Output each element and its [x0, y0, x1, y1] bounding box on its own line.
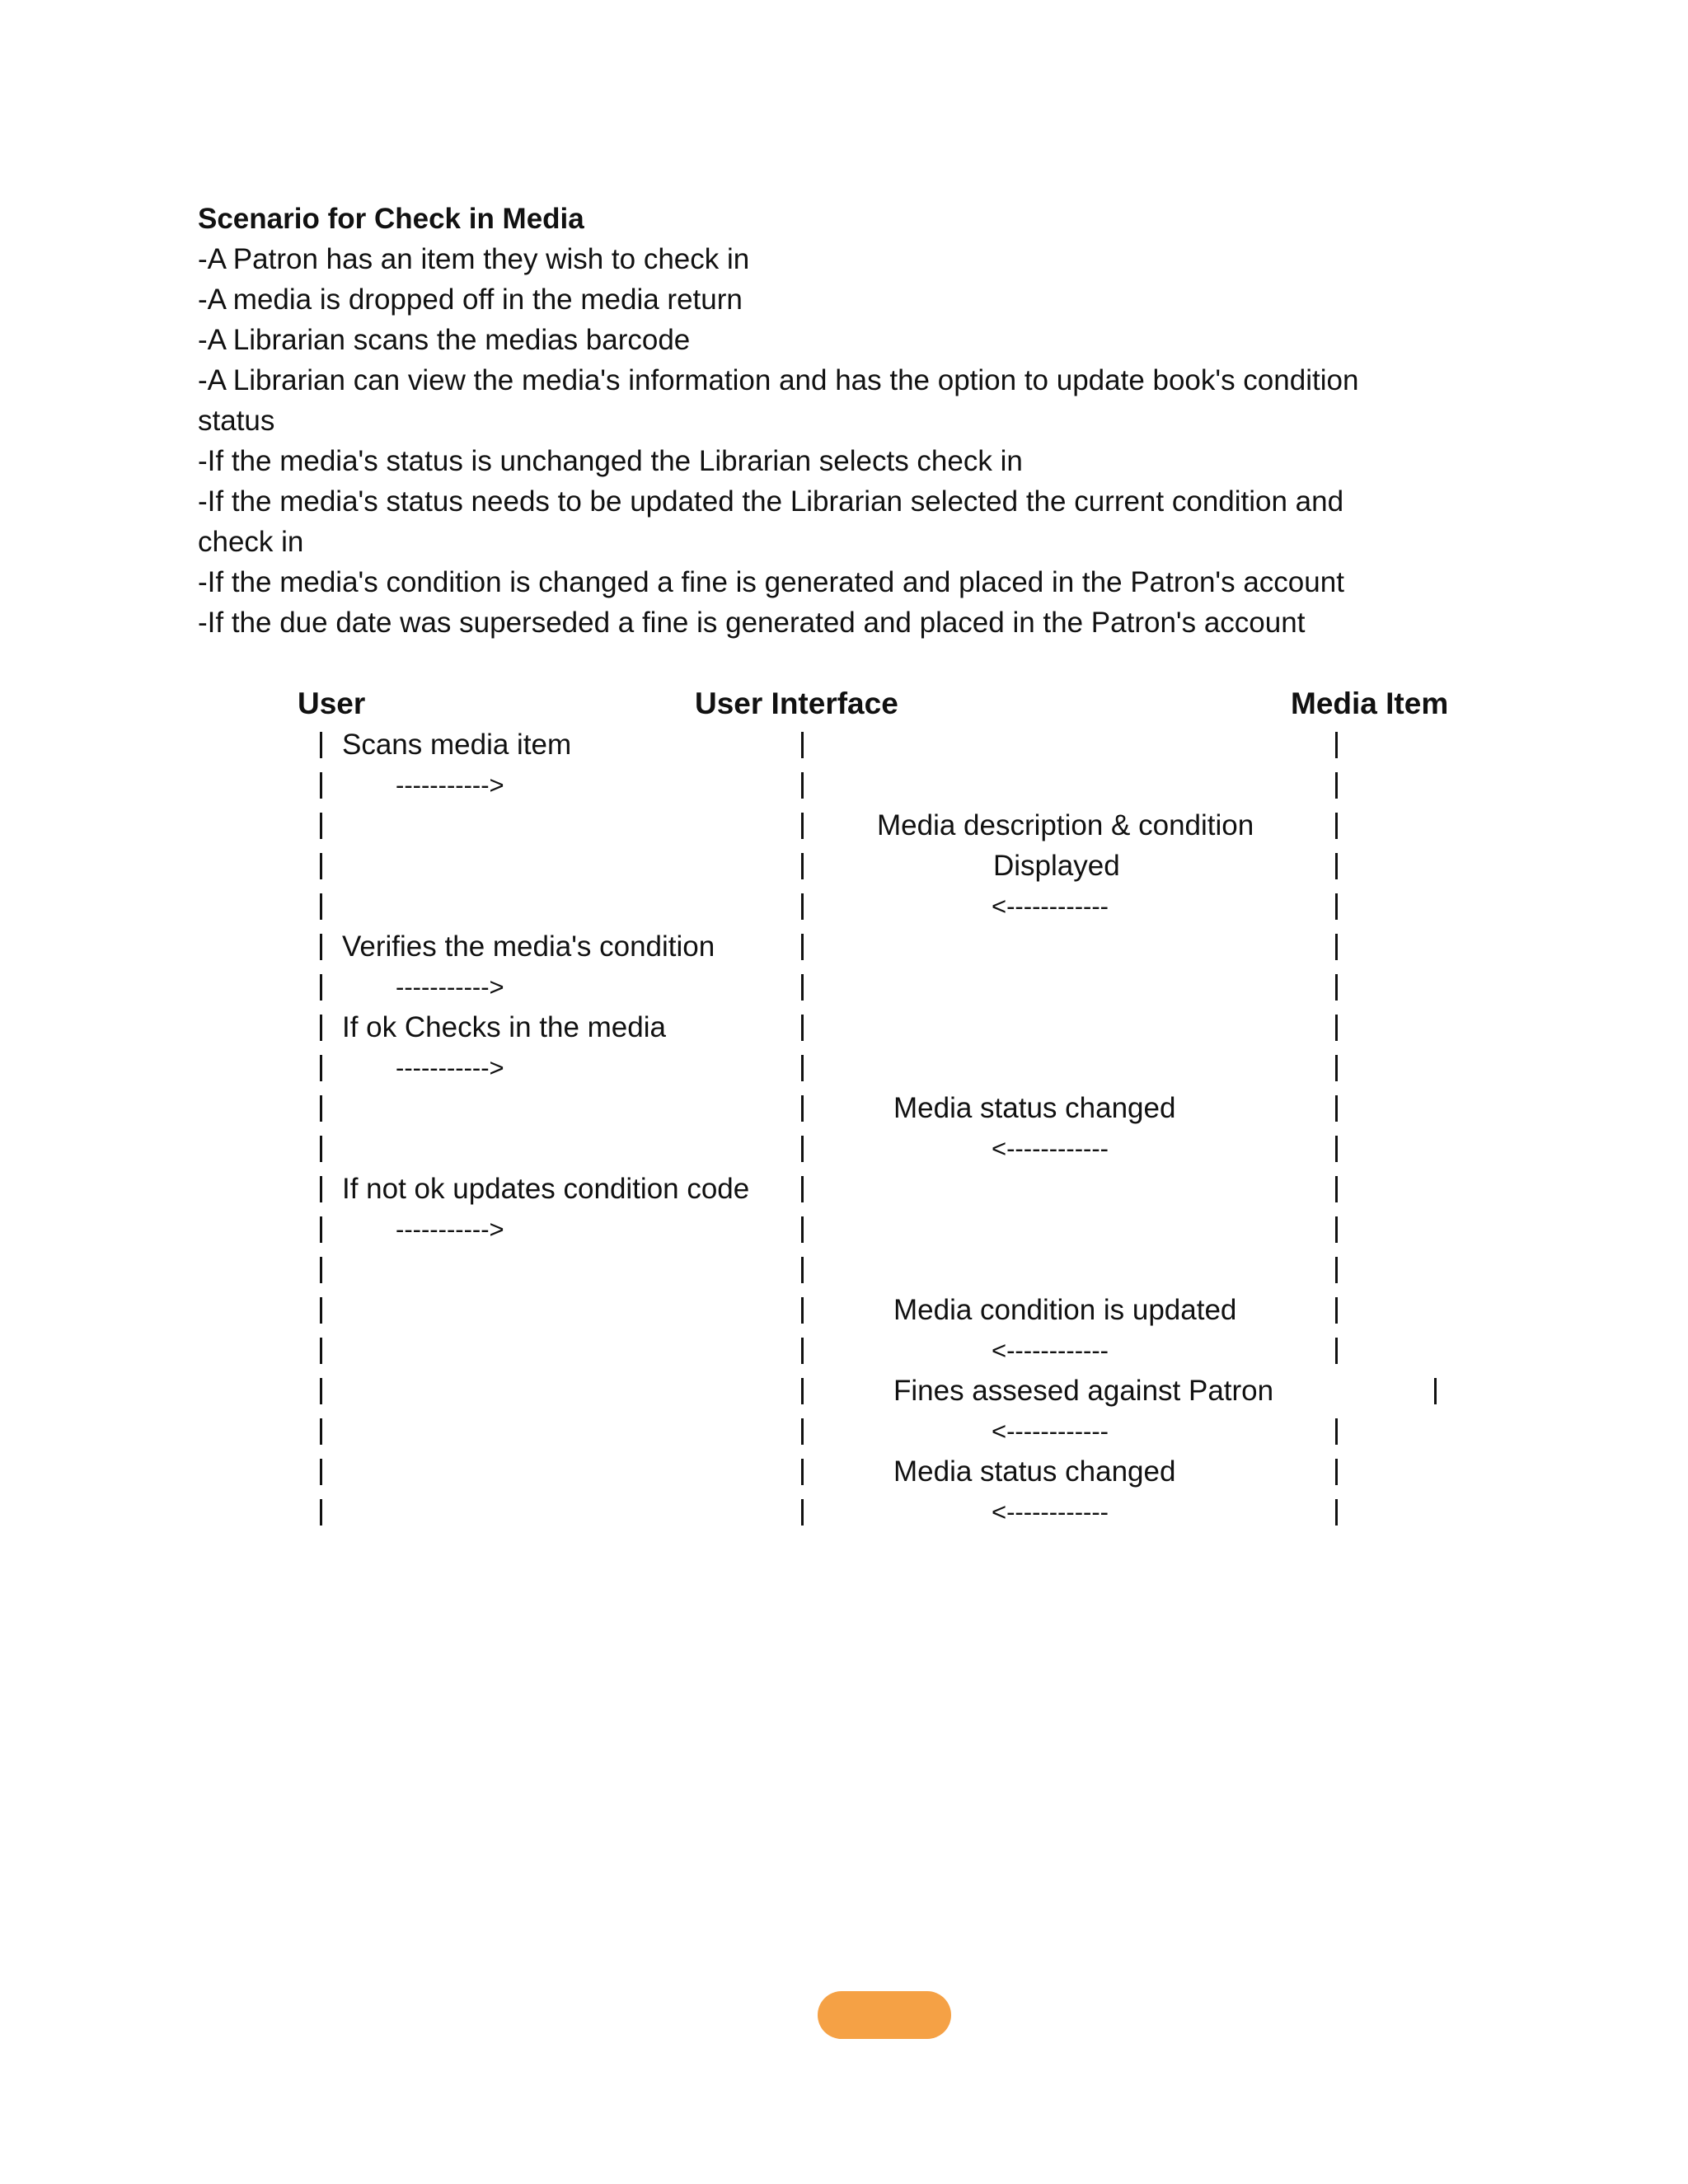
lifeline-header-media-item: Media Item [1291, 687, 1449, 720]
lifeline-bar-user [320, 1176, 322, 1202]
lifeline-bar-user [320, 1418, 322, 1445]
lifeline-bar-media-item [1335, 1297, 1338, 1324]
message-arrow-left: <------------ [992, 1336, 1109, 1365]
lifeline-bar-user-interface [801, 1257, 804, 1283]
lifeline-bar-user-interface [801, 1216, 804, 1243]
message-label: If ok Checks in the media [342, 1011, 666, 1043]
lifeline-bar-media-item [1335, 934, 1338, 960]
lifeline-bar-user-interface [801, 1297, 804, 1324]
lifeline-bar-user-interface [801, 1136, 804, 1162]
lifeline-bar-user [320, 813, 322, 839]
lifeline-bar-user-interface [801, 893, 804, 920]
lifeline-bar-user-interface [801, 1378, 804, 1404]
lifeline-bar-media-item [1335, 853, 1338, 879]
lifeline-bar-media-item [1335, 1459, 1338, 1485]
lifeline-bar-user [320, 1499, 322, 1526]
scenario-line: check in [198, 526, 304, 558]
scenario-line: -A Patron has an item they wish to check in [198, 243, 750, 275]
message-label: Verifies the media's condition [342, 930, 715, 963]
message-label: Media description & condition [877, 809, 1254, 841]
scenario-line: -A Librarian scans the medias barcode [198, 324, 691, 356]
lifeline-bar-user-interface [801, 853, 804, 879]
lifeline-header-user-interface: User Interface [695, 687, 898, 720]
message-label: Scans media item [342, 729, 572, 761]
message-arrow-right: -----------> [396, 771, 504, 799]
lifeline-bar-user [320, 732, 322, 758]
lifeline-bar-media-item [1335, 813, 1338, 839]
scenario-line: -A Librarian can view the media's information and has the option to update book's condition [198, 364, 1359, 396]
message-label: Media status changed [893, 1455, 1176, 1488]
lifeline-bar-user [320, 1055, 322, 1081]
lifeline-bar-user [320, 1378, 322, 1404]
lifeline-bar-user-interface [801, 1176, 804, 1202]
lifeline-bar-media-item [1335, 1136, 1338, 1162]
lifeline-bar-user-interface [801, 1015, 804, 1041]
lifeline-bar-user [320, 1297, 322, 1324]
message-arrow-right: -----------> [396, 972, 504, 1001]
lifeline-bar-media-item [1335, 732, 1338, 758]
message-arrow-right: -----------> [396, 1053, 504, 1082]
lifeline-bar-media-item [1335, 1015, 1338, 1041]
lifeline-bar-media-item [1335, 1095, 1338, 1122]
lifeline-bar-user [320, 1015, 322, 1041]
lifeline-bar-user [320, 1459, 322, 1485]
lifeline-bar-user [320, 1257, 322, 1283]
lifeline-bar-user-interface [801, 772, 804, 799]
lifeline-bar-user-interface [801, 1499, 804, 1526]
scenario-line: -If the media's status needs to be updated the Librarian selected the current condition and [198, 485, 1344, 518]
message-label: If not ok updates condition code [342, 1173, 750, 1205]
lifeline-bar-media-item [1335, 974, 1338, 1001]
lifeline-bar-media-item [1335, 772, 1338, 799]
lifeline-bar-media-item [1335, 1176, 1338, 1202]
lifeline-bar-media-item [1335, 1499, 1338, 1526]
lifeline-bar-user [320, 934, 322, 960]
scenario-title: Scenario for Check in Media [198, 203, 584, 235]
lifeline-bar-user-interface [801, 974, 804, 1001]
scenario-line: -If the media's condition is changed a fine is generated and placed in the Patron's account [198, 566, 1344, 598]
message-label: Displayed [993, 850, 1120, 882]
lifeline-bar-media-item [1335, 1055, 1338, 1081]
message-arrow-left: <------------ [992, 1134, 1109, 1163]
lifeline-bar-user [320, 772, 322, 799]
lifeline-bar-media-item [1335, 1338, 1338, 1364]
lifeline-bar-user [320, 1338, 322, 1364]
message-label: Fines assesed against Patron [893, 1375, 1274, 1407]
lifeline-bar-user [320, 974, 322, 1001]
lifeline-bar-media-item [1434, 1378, 1437, 1404]
lifeline-bar-user-interface [801, 934, 804, 960]
lifeline-bar-user [320, 1095, 322, 1122]
lifeline-bar-user [320, 1136, 322, 1162]
lifeline-bar-media-item [1335, 893, 1338, 920]
lifeline-header-user: User [298, 687, 366, 720]
lifeline-bar-user-interface [801, 1338, 804, 1364]
message-arrow-left: <------------ [992, 892, 1109, 921]
scenario-line: status [198, 405, 275, 437]
scenario-line: -A media is dropped off in the media return [198, 284, 743, 316]
scenario-line: -If the media's status is unchanged the Librarian selects check in [198, 445, 1023, 477]
page-marker-pill [818, 1991, 951, 2039]
message-arrow-left: <------------ [992, 1417, 1109, 1446]
lifeline-bar-user-interface [801, 732, 804, 758]
lifeline-bar-user [320, 893, 322, 920]
lifeline-bar-user [320, 853, 322, 879]
message-arrow-right: -----------> [396, 1215, 504, 1244]
lifeline-bar-media-item [1335, 1418, 1338, 1445]
lifeline-bar-user-interface [801, 813, 804, 839]
message-arrow-left: <------------ [992, 1497, 1109, 1526]
lifeline-bar-user-interface [801, 1095, 804, 1122]
lifeline-bar-media-item [1335, 1216, 1338, 1243]
lifeline-bar-user-interface [801, 1055, 804, 1081]
lifeline-bar-user [320, 1216, 322, 1243]
scenario-line: -If the due date was superseded a fine is generated and placed in the Patron's account [198, 607, 1306, 639]
lifeline-bar-user-interface [801, 1418, 804, 1445]
message-label: Media status changed [893, 1092, 1176, 1124]
lifeline-bar-media-item [1335, 1257, 1338, 1283]
lifeline-bar-user-interface [801, 1459, 804, 1485]
message-label: Media condition is updated [893, 1294, 1237, 1326]
